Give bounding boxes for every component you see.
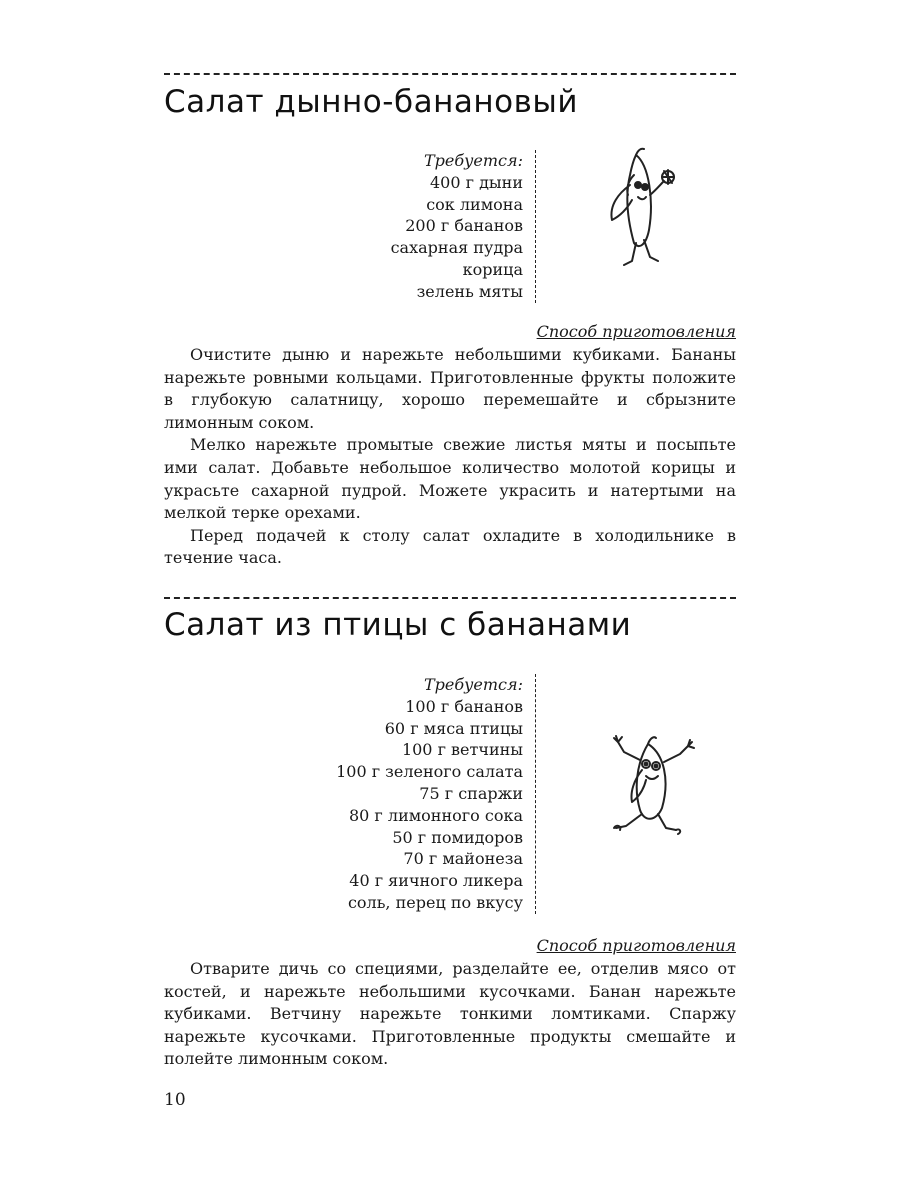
requires-label: Требуется:: [423, 675, 523, 694]
ingredient-item: сахарная пудра: [390, 238, 523, 258]
ingredient-item: зелень мяты: [416, 281, 523, 301]
ingredient-item: сок лимона: [426, 194, 523, 214]
ingredient-item: корица: [462, 259, 523, 279]
ingredient-item: 70 г майонеза: [403, 849, 523, 869]
dancing-banana-illustration: [596, 730, 706, 840]
book-page: [164, 0, 736, 1200]
ingredient-item: 80 г лимонного сока: [348, 805, 523, 825]
recipe-title: Салат из птицы с бананами: [164, 607, 632, 643]
recipe-instructions: [164, 958, 736, 1071]
section-divider: [164, 73, 736, 75]
instruction-paragraph: Перед подачей к столу салат охладите в холодильнике в течение часа.: [164, 525, 736, 568]
ingredient-item: 75 г спаржи: [419, 783, 523, 803]
ingredient-item: соль, перец по вкусу: [347, 892, 523, 912]
method-label: Способ приготовления: [536, 322, 736, 341]
requires-label: Требуется:: [423, 151, 523, 170]
instruction-paragraph: Отварите дичь со специями, разделайте ее, отделив мясо от костей, и нарежьте небольшими кусочками. Банан нарежьте кубиками. Ветчину нарежьте тонкими ломтиками. Спаржу нарежьте кусочками. Приготовленные продукты смешайте и полейте лимонным соком.: [164, 959, 736, 1069]
ingredient-item: 400 г дыни: [429, 172, 523, 192]
banana-character-illustration: [594, 145, 689, 275]
ingredient-item: 100 г бананов: [405, 696, 523, 716]
ingredient-item: 200 г бананов: [405, 216, 523, 236]
recipe-title: Салат дынно-банановый: [164, 84, 578, 120]
ingredients-list: [391, 150, 536, 303]
instruction-paragraph: Мелко нарежьте промытые свежие листья мяты и посыпьте ими салат. Добавьте небольшое количество молотой корицы и украсьте сахарной пудрой. Можете украсить и натертыми на мелкой терке орехами.: [164, 435, 736, 523]
ingredient-item: 50 г помидоров: [392, 827, 523, 847]
instruction-paragraph: Очистите дыню и нарежьте небольшими кубиками. Бананы нарежьте ровными кольцами. Приготовленные фрукты положите в глубокую салатницу, хорошо перемешайте и сбрызните лимонным соком.: [164, 345, 736, 432]
ingredient-item: 100 г зеленого салата: [336, 762, 523, 782]
section-divider: [164, 597, 736, 599]
ingredient-item: 100 г ветчины: [401, 740, 523, 760]
method-label: Способ приготовления: [536, 936, 736, 955]
ingredient-item: 60 г мяса птицы: [384, 718, 523, 738]
page-number: 10: [164, 1090, 186, 1110]
ingredient-item: 40 г яичного ликера: [349, 871, 523, 891]
ingredients-list: [336, 674, 536, 914]
recipe-instructions: [164, 344, 736, 570]
